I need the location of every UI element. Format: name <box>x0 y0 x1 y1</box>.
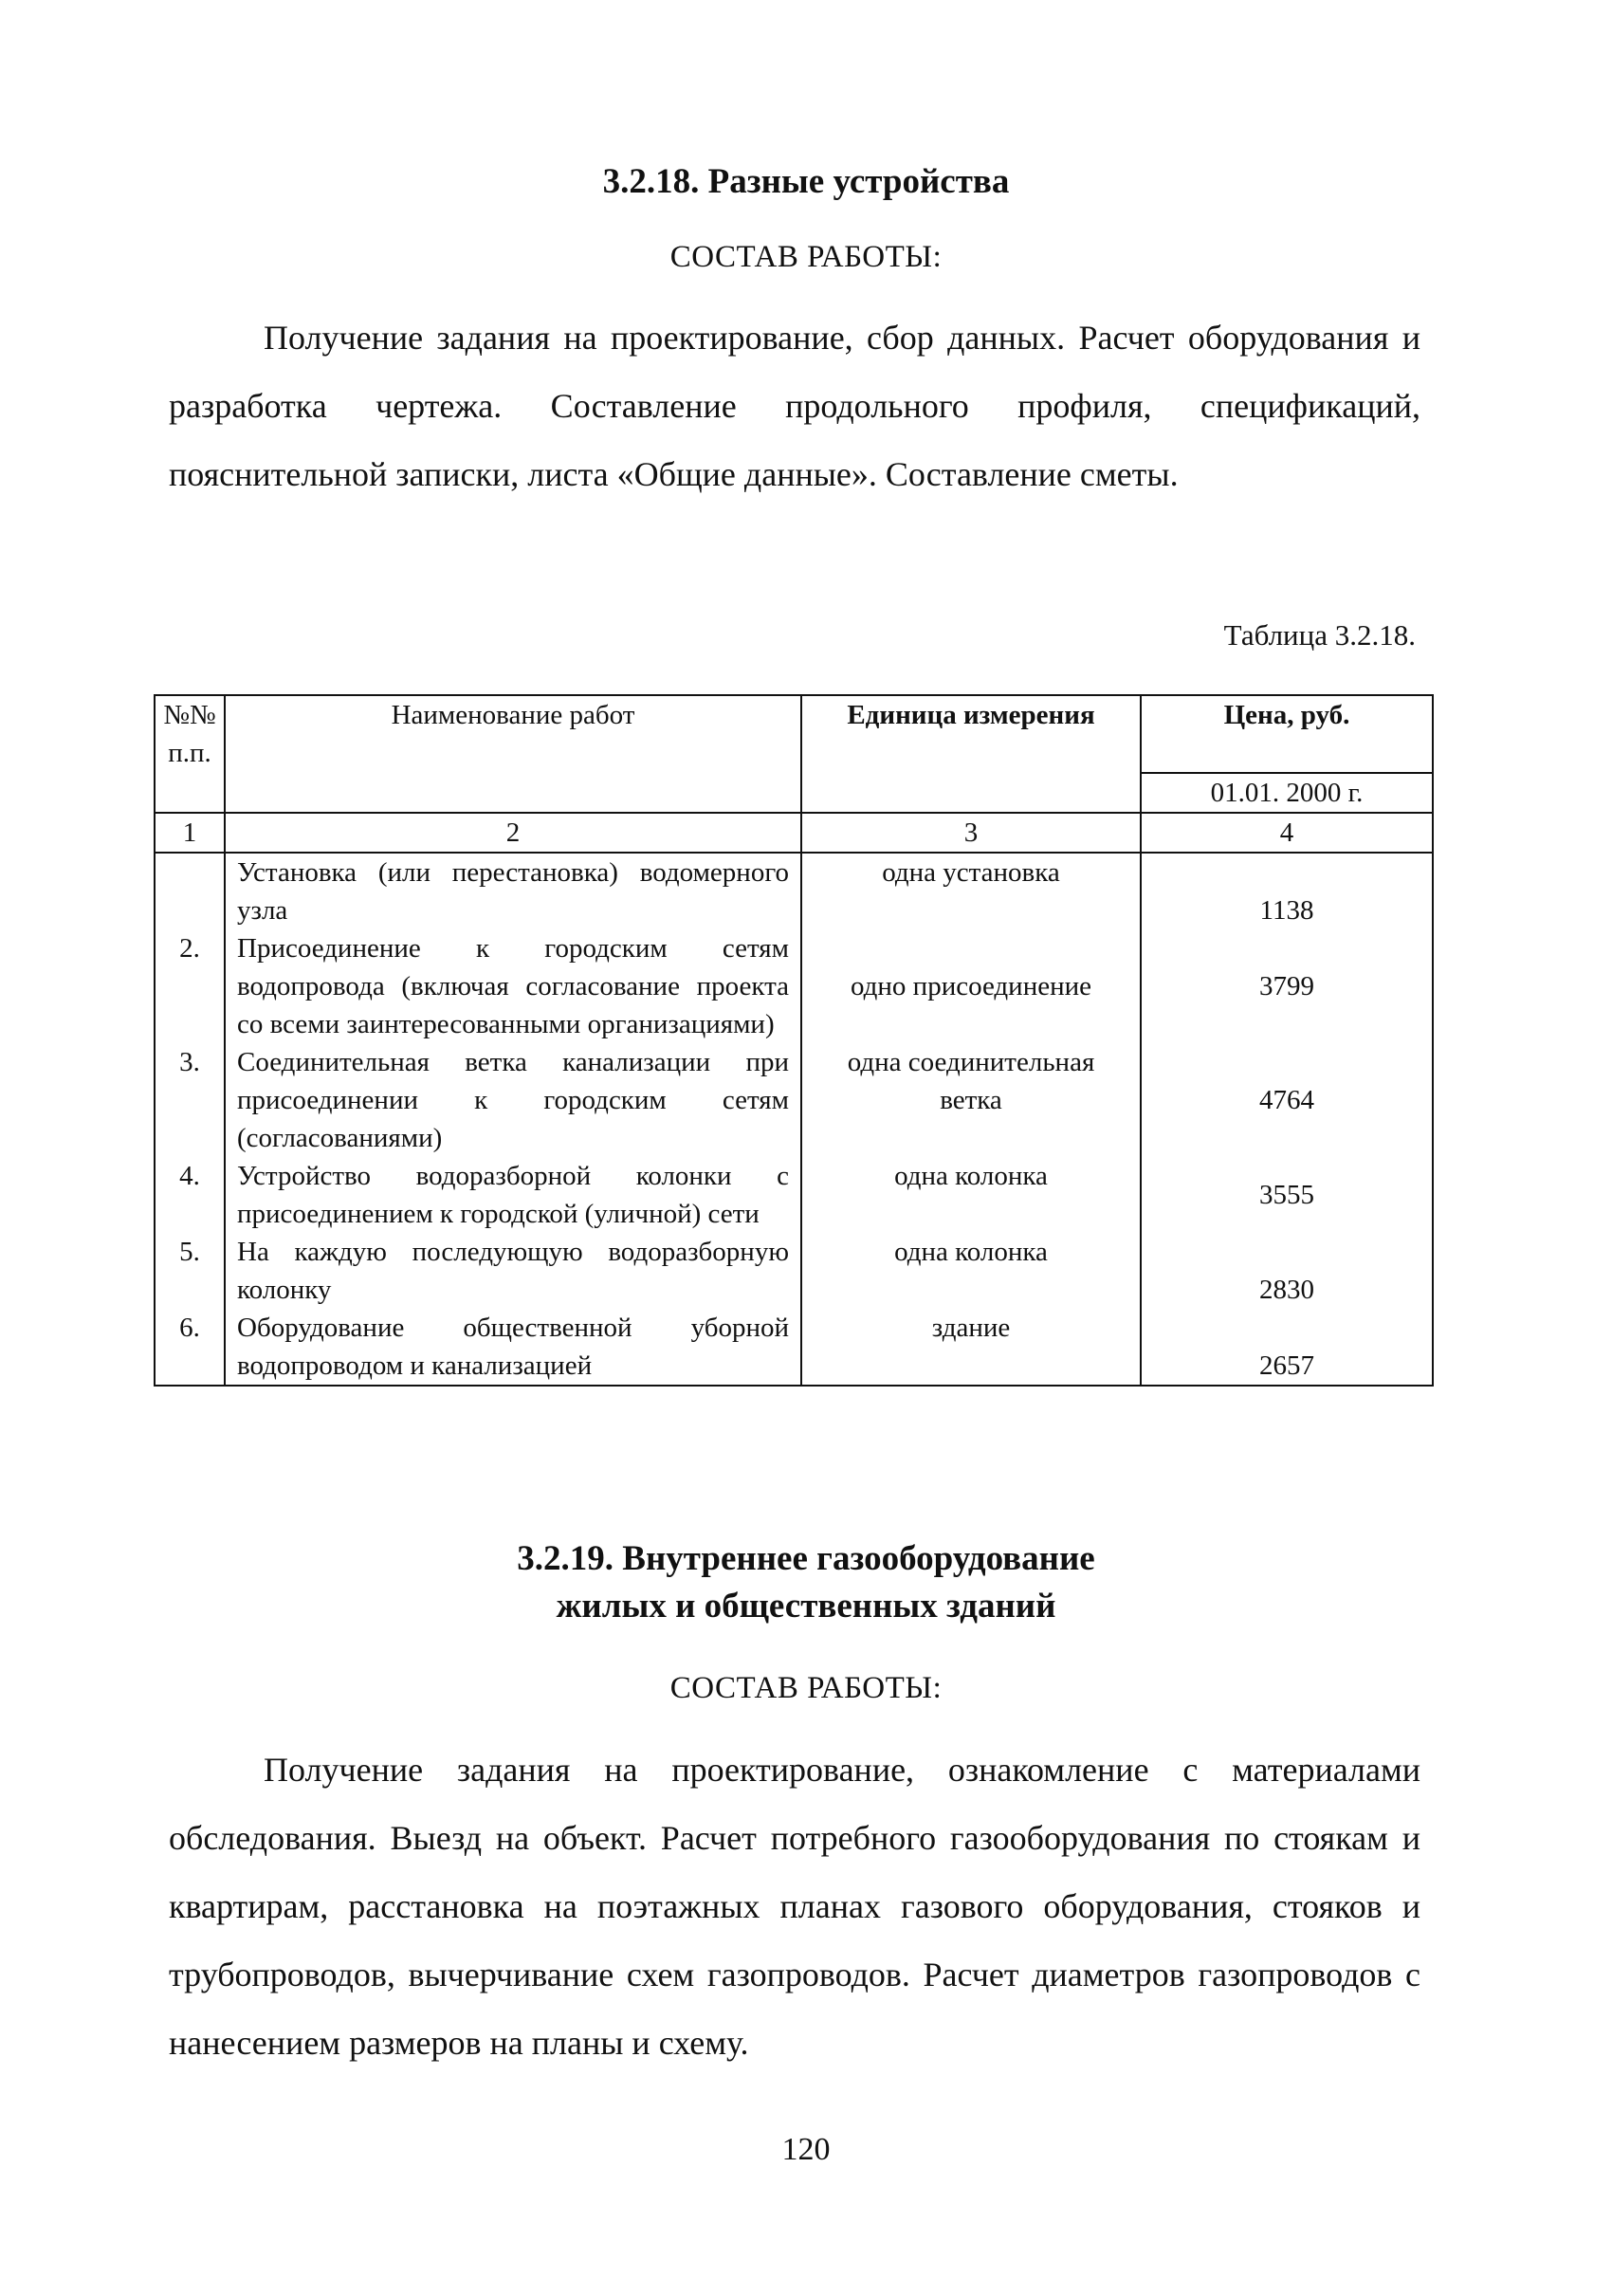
row-unit: здание <box>801 1309 1141 1386</box>
row-price: 3555 <box>1141 1157 1433 1233</box>
header-name: Наименование работ <box>225 695 801 813</box>
row-name: Присоединение к городским сетям водопровода (включая согласование проекта со всеми заинтересованными организациями) <box>225 929 801 1043</box>
table-caption: Таблица 3.2.18. <box>1223 618 1416 652</box>
col-number: 4 <box>1141 813 1433 853</box>
col-number: 1 <box>155 813 225 853</box>
row-price: 2830 <box>1141 1233 1433 1309</box>
row-num: 5. <box>155 1233 225 1309</box>
row-price: 2657 <box>1141 1309 1433 1386</box>
table-row <box>155 1157 1433 1233</box>
row-num: 3. <box>155 1043 225 1157</box>
price-table <box>154 694 1434 1387</box>
table-row <box>155 1233 1433 1309</box>
row-name: Оборудование общественной уборной водопроводом и канализацией <box>225 1309 801 1386</box>
row-num: 6. <box>155 1309 225 1386</box>
table-row <box>155 929 1433 1043</box>
row-unit: одна соединительная ветка <box>801 1043 1141 1157</box>
work-composition-heading-2: СОСТАВ РАБОТЫ: <box>669 1671 943 1705</box>
row-unit: одно присоединение <box>801 929 1141 1043</box>
header-unit: Единица измерения <box>801 695 1141 813</box>
header-num: №№ п.п. <box>155 695 225 813</box>
work-composition-text-1: Получение задания на проектирование, сбор данных. Расчет оборудования и разработка чертежа. Составление продольного профиля, спецификаций, пояснительной записки, листа «Общие данные». Составление сметы. <box>169 319 1420 493</box>
column-number-row <box>155 813 1433 853</box>
table-row <box>155 1309 1433 1386</box>
row-name: На каждую последующую водоразборную колонку <box>225 1233 801 1309</box>
page-number: 120 <box>781 2132 831 2167</box>
row-price: 3799 <box>1141 929 1433 1043</box>
row-name: Устройство водоразборной колонки с присоединением к городской (уличной) сети <box>225 1157 801 1233</box>
row-name: Установка (или перестановка) водомерного узла <box>225 853 801 929</box>
section-title-3-2-19-line1: 3.2.19. Внутреннее газооборудование <box>517 1539 1095 1578</box>
row-unit: одна установка <box>801 853 1141 929</box>
row-unit: одна колонка <box>801 1233 1141 1309</box>
table-header-row <box>155 695 1433 773</box>
row-price: 1138 <box>1141 853 1433 929</box>
row-name: Соединительная ветка канализации при присоединении к городским сетям (согласованиями) <box>225 1043 801 1157</box>
header-price-date: 01.01. 2000 г. <box>1141 773 1433 813</box>
section-title-3-2-19-line2: жилых и общественных зданий <box>556 1587 1056 1626</box>
section-title-3-2-18: 3.2.18. Разные устройства <box>602 162 1010 201</box>
header-price: Цена, руб. <box>1141 695 1433 773</box>
work-composition-heading-1: СОСТАВ РАБОТЫ: <box>669 240 943 274</box>
work-composition-text-2: Получение задания на проектирование, ознакомление с материалами обследования. Выезд на объект. Расчет потребного газооборудования по стоякам и квартирам, расстановка на поэтажных планах газового оборудования, стояков и трубопроводов, вычерчивание схем газопроводов. Расчет диаметров газопроводов с нанесением размеров на планы и схему. <box>169 1751 1420 2062</box>
table-row <box>155 853 1433 929</box>
row-num <box>155 853 225 929</box>
row-unit: одна колонка <box>801 1157 1141 1233</box>
col-number: 3 <box>801 813 1141 853</box>
row-num: 4. <box>155 1157 225 1233</box>
table-row <box>155 1043 1433 1157</box>
row-num: 2. <box>155 929 225 1043</box>
col-number: 2 <box>225 813 801 853</box>
row-price: 4764 <box>1141 1043 1433 1157</box>
